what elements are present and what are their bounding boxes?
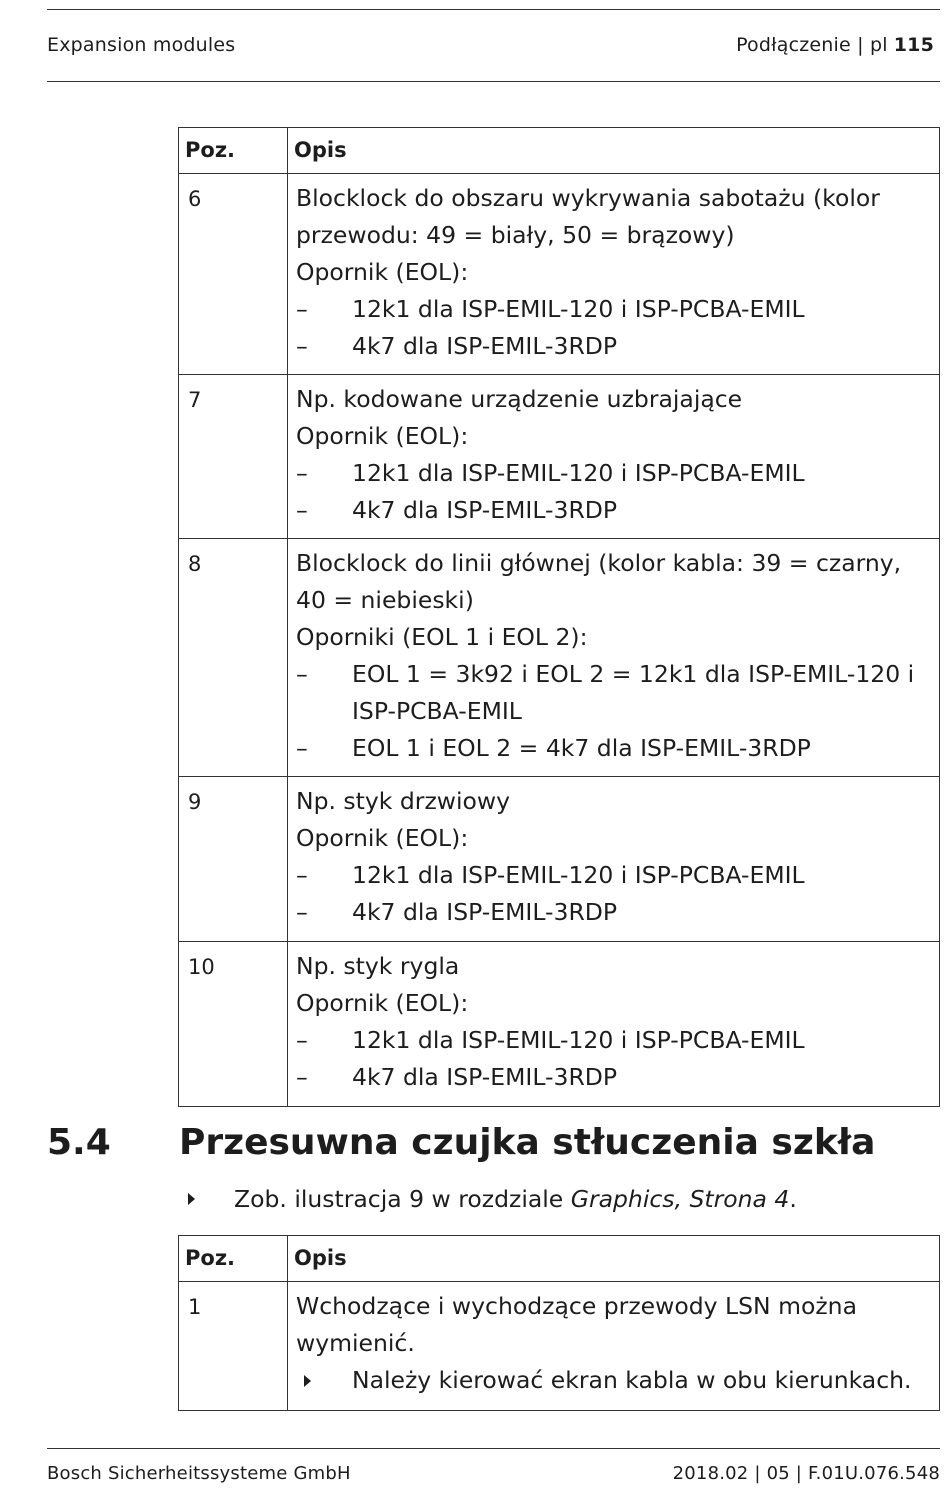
row-description [288,539,940,777]
header-bottom-rule [47,81,940,82]
page-number: 115 [893,34,934,56]
dash-bullet: – [296,295,308,323]
description-line: przewodu: 49 = biały, 50 = brązowy) [296,221,735,249]
description-line: Opornik (EOL): [296,258,469,286]
table-header-row [179,1236,940,1282]
column-header-poz: Poz. [179,1236,288,1282]
list-item: – 12k1 dla ISP-EMIL-120 i ISP-PCBA-EMIL [296,455,931,492]
description-line: Oporniki (EOL 1 i EOL 2): [296,623,588,651]
description-line: Opornik (EOL): [296,824,469,852]
description-line: Opornik (EOL): [296,422,469,450]
arrow-right-icon [304,1375,311,1387]
header-section-info [736,34,934,56]
dash-bullet: – [296,496,308,524]
description-line: Blocklock do obszaru wykrywania sabotażu (kolor [296,184,880,212]
description-line: Opornik (EOL): [296,989,469,1017]
table-row [179,777,940,942]
list-item: – 12k1 dla ISP-EMIL-120 i ISP-PCBA-EMIL [296,1022,931,1059]
dash-bullet: – [296,660,308,688]
footer-document-id: 2018.02 | 05 | F.01U.076.548 [672,1463,940,1484]
list-item: – EOL 1 = 3k92 i EOL 2 = 12k1 dla ISP-EMIL-120 i ISP-PCBA-EMIL [296,656,931,730]
header-section-label: Podłączenie | pl [736,34,888,56]
position-table-1 [178,127,940,1107]
header-chapter-title: Expansion modules [47,34,236,56]
row-description [288,1282,940,1411]
table-row [179,375,940,539]
row-position: 7 [179,375,288,539]
description-line: Blocklock do linii głównej (kolor kabla: 39 = czarny, [296,549,902,577]
header-top-rule [47,9,940,10]
row-position: 8 [179,539,288,777]
row-description [288,375,940,539]
instruction-text: Zob. ilustracja 9 w rozdziale Graphics, Strona 4. [234,1185,797,1213]
dash-bullet: – [296,898,308,926]
table-row [179,539,940,777]
list-item: – 12k1 dla ISP-EMIL-120 i ISP-PCBA-EMIL [296,857,931,894]
column-header-opis: Opis [288,1236,940,1282]
list-item: – 4k7 dla ISP-EMIL-3RDP [296,894,931,931]
table-row [179,174,940,375]
description-line: Np. styk rygla [296,952,460,980]
description-line: Np. kodowane urządzenie uzbrajające [296,385,743,413]
dash-bullet: – [296,1063,308,1091]
column-header-poz: Poz. [179,128,288,174]
row-description [288,942,940,1107]
column-header-opis: Opis [288,128,940,174]
table-row [179,1282,940,1411]
cross-reference-link[interactable]: Graphics, Strona 4 [570,1185,790,1213]
list-item: – 4k7 dla ISP-EMIL-3RDP [296,328,931,365]
row-description [288,777,940,942]
row-description [288,174,940,375]
dash-bullet: – [296,861,308,889]
list-item: – EOL 1 i EOL 2 = 4k7 dla ISP-EMIL-3RDP [296,730,931,767]
row-position: 9 [179,777,288,942]
description-line: 40 = niebieski) [296,586,474,614]
table-row [179,942,940,1107]
list-item: – 4k7 dla ISP-EMIL-3RDP [296,492,931,529]
description-line: Np. styk drzwiowy [296,787,511,815]
table-header-row [179,128,940,174]
description-line: wymienić. [296,1329,415,1357]
description-line: Wchodzące i wychodzące przewody LSN można [296,1292,857,1320]
row-position: 6 [179,174,288,375]
list-item: Należy kierować ekran kabla w obu kierunkach. [296,1362,931,1399]
row-position: 1 [179,1282,288,1411]
section-title: Przesuwna czujka stłuczenia szkła [179,1122,876,1163]
dash-bullet: – [296,332,308,360]
instruction-step [188,1185,797,1213]
section-number: 5.4 [47,1122,111,1163]
arrow-right-icon [188,1193,195,1205]
dash-bullet: – [296,1026,308,1054]
footer-rule [47,1448,940,1449]
dash-bullet: – [296,459,308,487]
dash-bullet: – [296,734,308,762]
list-item: – 4k7 dla ISP-EMIL-3RDP [296,1059,931,1096]
footer-company: Bosch Sicherheitssysteme GmbH [47,1463,351,1484]
list-item: – 12k1 dla ISP-EMIL-120 i ISP-PCBA-EMIL [296,291,931,328]
position-table-2 [178,1235,940,1411]
row-position: 10 [179,942,288,1107]
